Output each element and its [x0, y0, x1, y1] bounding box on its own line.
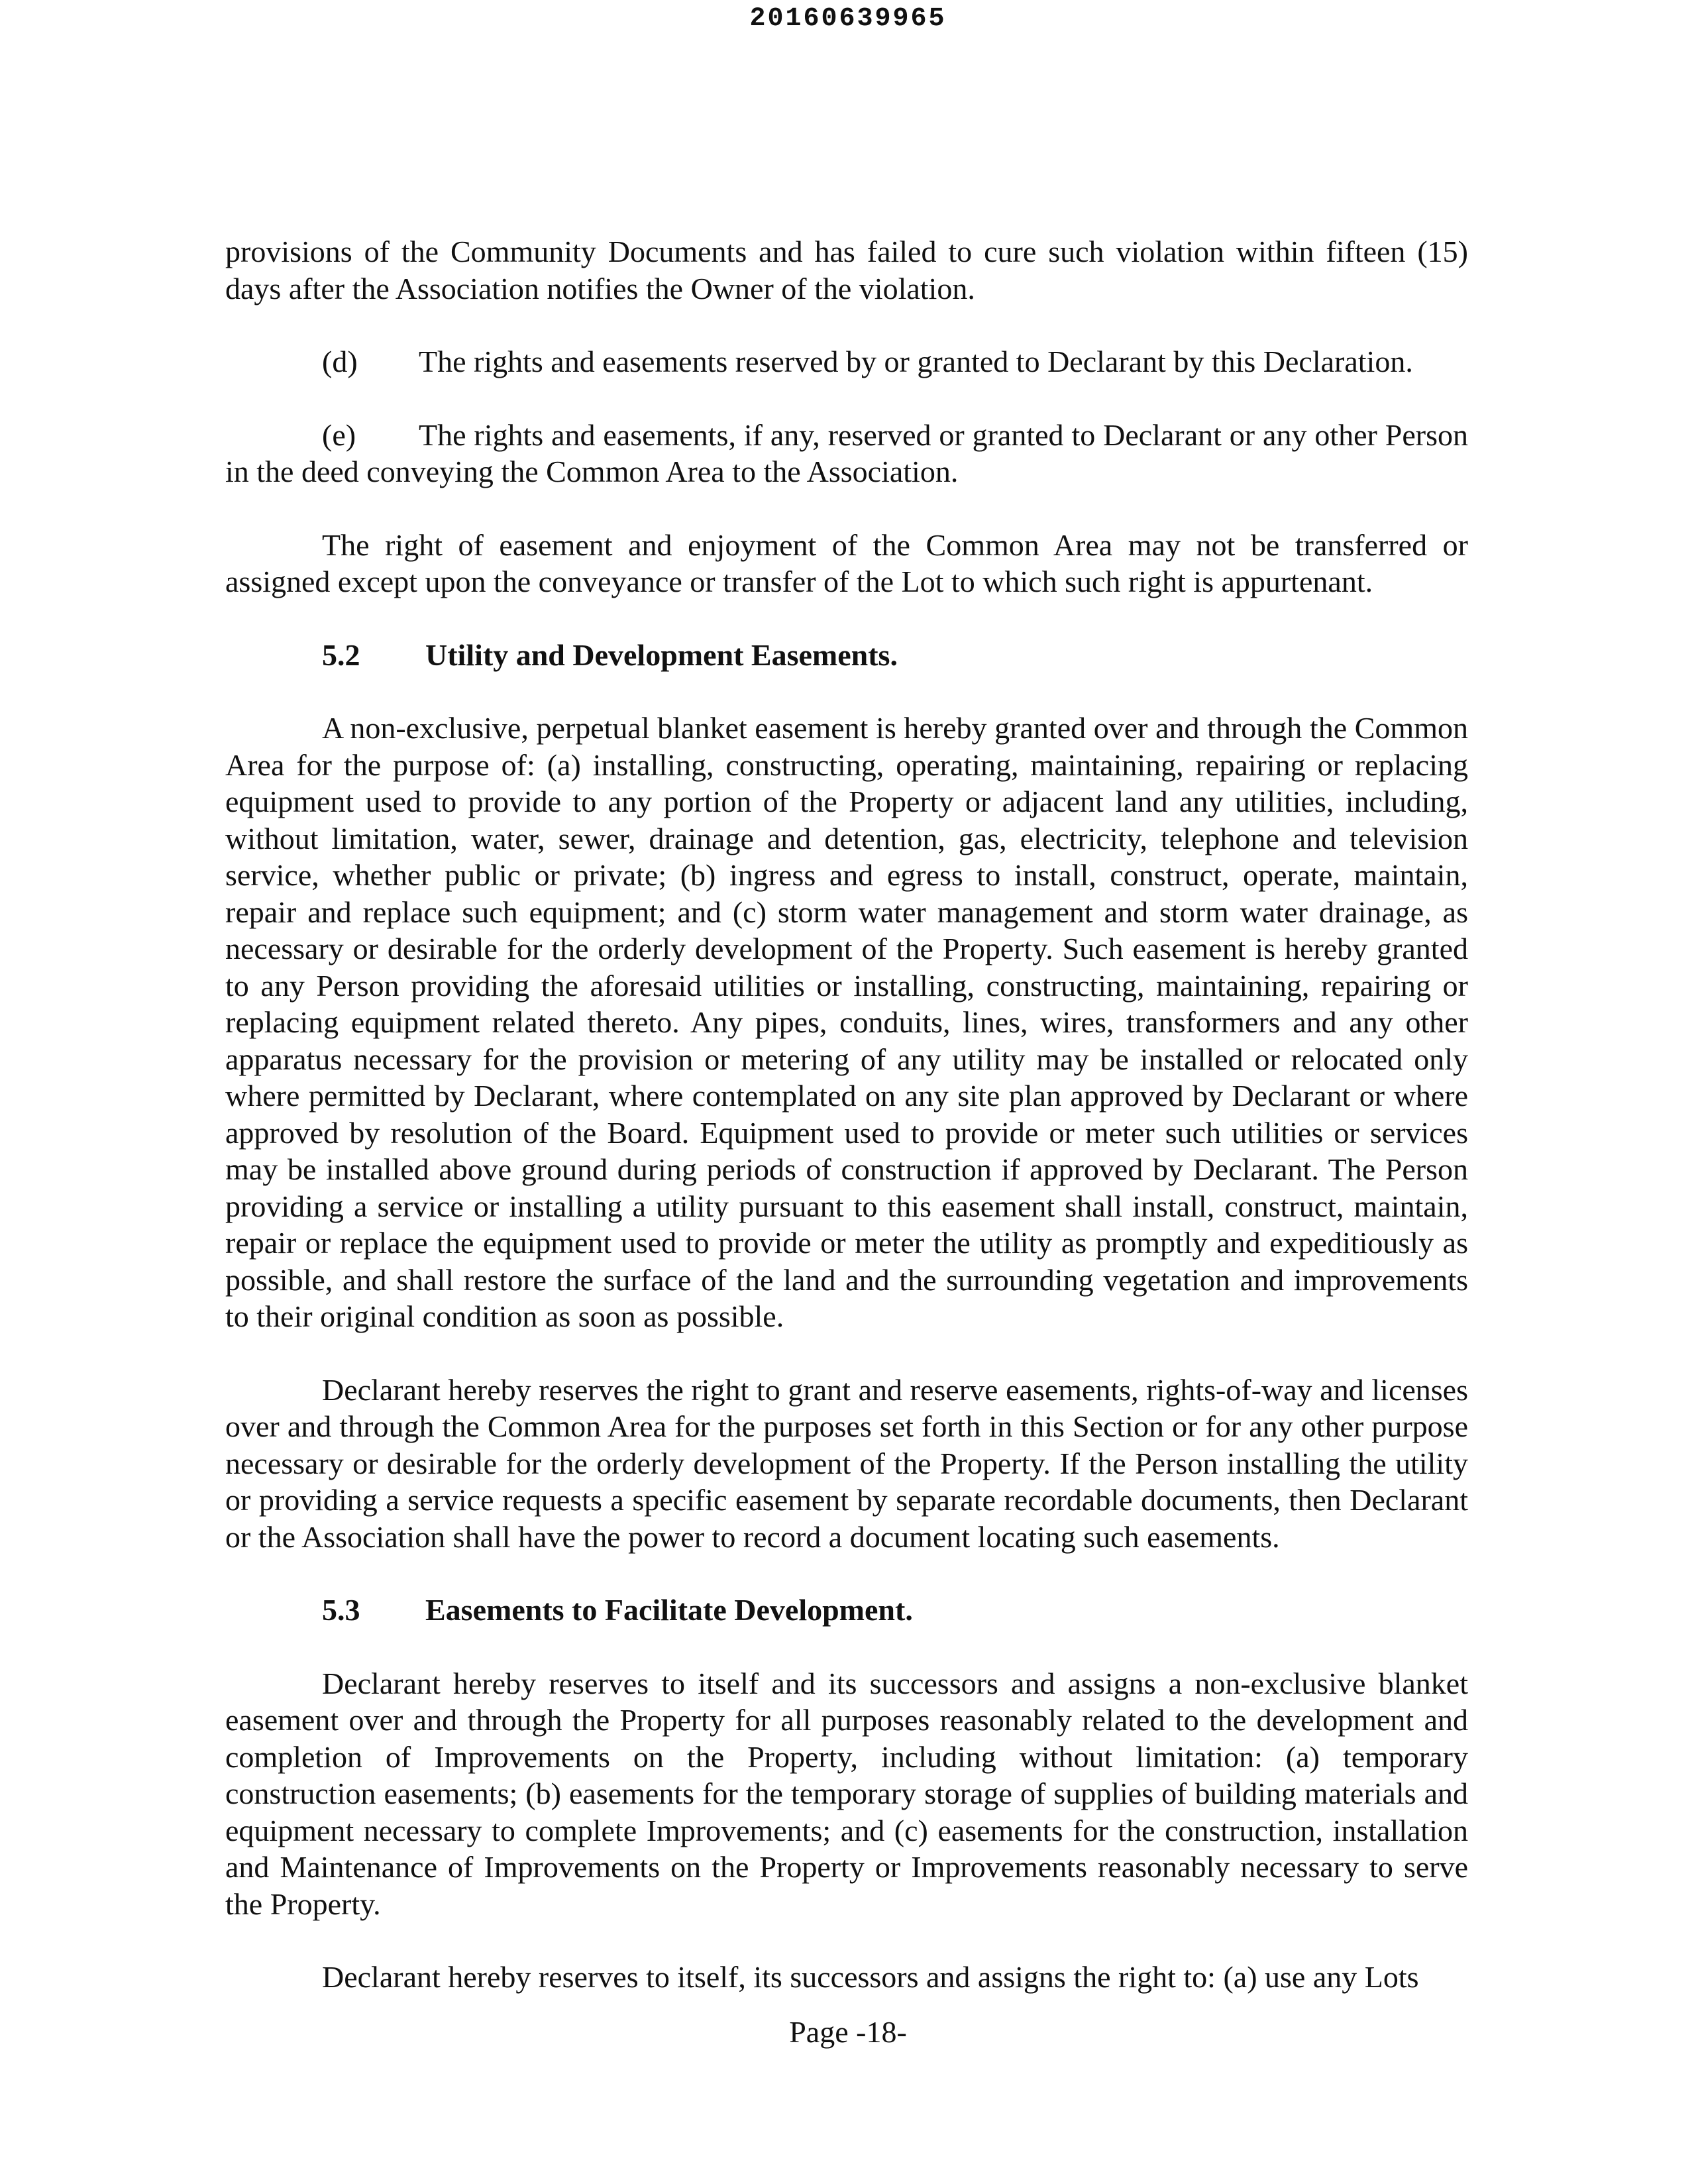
section-heading-5-3: [322, 1592, 1468, 1629]
list-item-d-text: The rights and easements reserved by or granted to Declarant by this Declaration.: [419, 345, 1413, 378]
paragraph-5-3-blanket: Declarant hereby reserves to itself and its successors and assigns a non-exclusive blanket easement over and through the Property for all purposes reasonably related to the development and completion of Improvements on the Property, including without limitation: (a) temporary construction easements; (b) easements for the temporary storage of supplies of building materials and equipment necessary to complete Improvements; and (c) easements for the construction, installation and Maintenance of Improvements on the Property or Improvements reasonably necessary to serve the Property.: [225, 1666, 1468, 1921]
list-item-e-text: The rights and easements, if any, reserved or granted to Declarant or any other Person in the deed conveying the Common Area to the Association.: [225, 417, 1468, 488]
list-item-d: [322, 343, 1468, 380]
section-number-5-3: 5.3: [322, 1593, 360, 1627]
document-body: [225, 233, 1468, 2032]
list-item-e: [225, 417, 1468, 490]
paragraph-5-2-easement: A non-exclusive, perpetual blanket easement is hereby granted over and through the Common Area for the purpose of: (a) installing, constructing, operating, maintaining, repairing or replacing equipment used to provide to any portion of the Property or adjacent land any utilities, including, without limitation, water, sewer, drainage and detention, gas, electricity, telephone and television service, whether public or private; (b) ingress and egress to install, construct, operate, maintain, repair and replace such equipment; and (c) storm water management and storm water drainage, as necessary or desirable for the orderly development of the Property. Such easement is hereby granted to any Person providing the aforesaid utilities or installing, constructing, maintaining, repairing or replacing equipment related thereto. Any pipes, conduits, lines, wires, transformers and any other apparatus necessary for the provision or metering of any utility may be installed or relocated only where permitted by Declarant, where contemplated on any site plan approved by Declarant or where approved by resolution of the Board. Equipment used to provide or meter such utilities or services may be installed above ground during periods of construction if approved by Declarant. The Person providing a service or installing a utility pursuant to this easement shall install, construct, maintain, repair or replace the equipment used to provide or meter the utility as promptly and expeditiously as possible, and shall restore the surface of the land and the surrounding vegetation and improvements to their original condition as soon as possible.: [225, 711, 1468, 1333]
document-number: 20160639965: [749, 4, 947, 34]
list-item-e-label: (e): [322, 417, 356, 452]
paragraph-transfer: The right of easement and enjoyment of the Common Area may not be transferred or assigned except upon the conveyance or transfer of the Lot to which such right is appurtenant.: [225, 527, 1468, 598]
section-title-5-3: Easements to Facilitate Development.: [425, 1593, 913, 1627]
page-number: Page -18-: [789, 2015, 907, 2049]
section-number-5-2: 5.2: [322, 637, 360, 672]
paragraph-continuation: provisions of the Community Documents and has failed to cure such violation within fifteen (15) days after the Association notifies the Owner of the violation.: [225, 235, 1468, 305]
section-heading-5-2: [322, 637, 1468, 674]
paragraph-5-2-reserve: Declarant hereby reserves the right to grant and reserve easements, rights-of-way and licenses over and through the Common Area for the purposes set forth in this Section or for any other purpose necessary or desirable for the orderly development of the Property. If the Person installing the utility or providing a service requests a specific easement by separate recordable documents, then Declarant or the Association shall have the power to record a document locating such easements.: [225, 1372, 1468, 1554]
list-item-d-label: (d): [322, 345, 358, 378]
paragraph-5-3-lots: Declarant hereby reserves to itself, its successors and assigns the right to: (a) use any Lots: [322, 1960, 1419, 1994]
section-title-5-2: Utility and Development Easements.: [425, 637, 898, 672]
